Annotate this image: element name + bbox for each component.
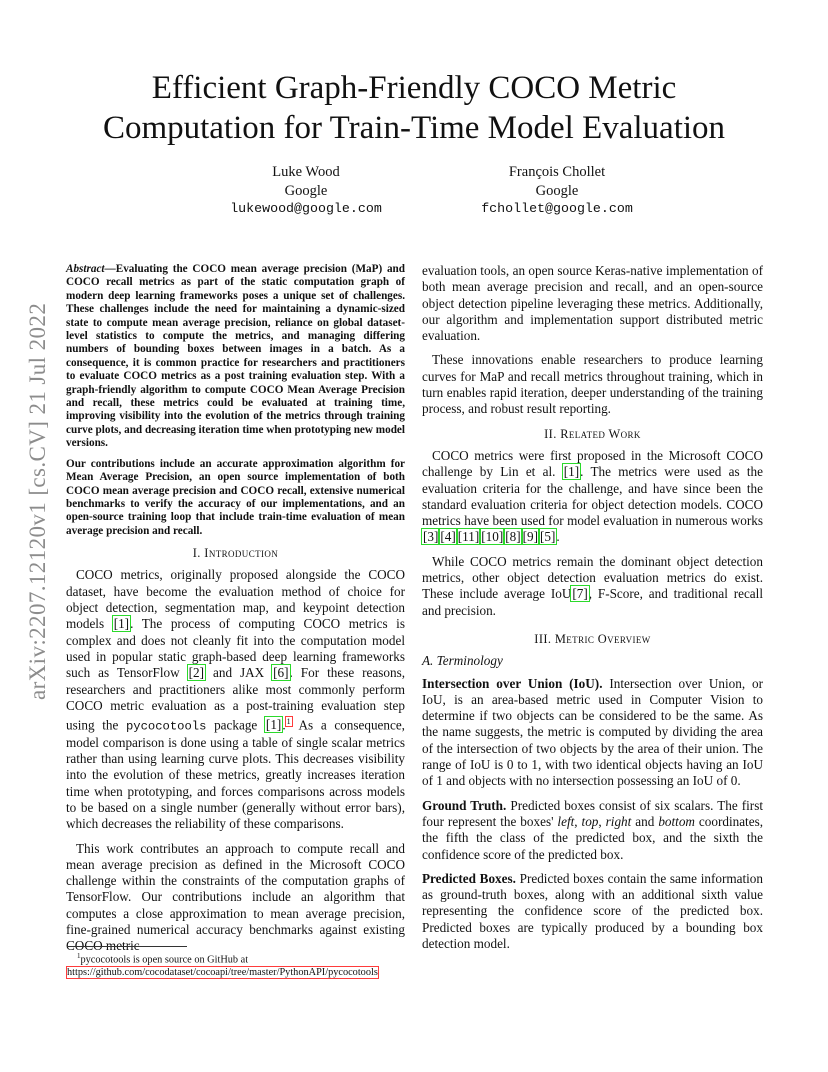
abstract — [66, 263, 405, 538]
citation-link[interactable]: [5] — [540, 529, 556, 545]
author-affiliation: Google — [535, 182, 579, 199]
author-block-1 — [181, 163, 431, 219]
citation-link[interactable]: [8] — [505, 529, 521, 545]
citation-link[interactable]: [3] — [423, 529, 439, 545]
citation-link[interactable]: [1] — [265, 717, 282, 733]
paper-title — [60, 68, 768, 148]
intro-paragraph-1: COCO metrics, originally proposed alongside the COCO dataset, have become the evaluation method of choice for object detection, segmentation map, and keypoint detection models [1]. The process of computing COCO metrics is complex and does not cleanly fit into the computation model used in popular static graph-based deep learning frameworks such as TensorFlow [2] and JAX [6]. For these reasons, researchers and practitioners alike most commonly perform COCO metric evaluation as a post-training evaluation step using the pycocotools package [1].$^1$ As a consequence, model comparison is done using a table of single scalar metrics rather than using learning curve plots. This decreases visibility into the evolution of these metrics, greatly increases iteration time when prototyping, and forces comparisons across models to be based on a single number (generally without error bars), which decreases the reliability of these comparisons. — [66, 567, 406, 832]
title-line-2: Computation for Train-Time Model Evaluation — [102, 110, 726, 146]
footnote-url-link[interactable]: https://github.com/cocodataset/cocoapi/tree/master/PythonAPI/pycocotools — [67, 967, 378, 979]
definition-ground-truth: Ground Truth. Predicted boxes consist of six scalars. The first four represent the boxes' left, top, right and bottom coordinates, the fifth the class of the predicted box, and the sixth the confidence score of the predicted box. — [422, 797, 764, 862]
author-block-2 — [432, 163, 682, 219]
term-label: Intersection over Union (IoU). — [422, 675, 603, 691]
footnote-rule — [67, 946, 187, 947]
arxiv-id: arXiv:2207.12120v1 [cs.CV] 21 Jul 2022 — [25, 302, 50, 700]
term-label: Ground Truth. — [422, 797, 507, 813]
related-paragraph-1: COCO metrics were first proposed in the Microsoft COCO challenge by Lin et al. [1]. The metrics were used as the evaluation criteria for the challenge, and have since been the standard evaluation criteria for object detection models. COCO metrics have been used for model evaluation in numerous works [3] [4] [11] [10] [8] [9] [5]. — [422, 447, 763, 545]
citation-link[interactable]: [1] — [563, 464, 580, 480]
definition-iou: Intersection over Union (IoU). Intersection over Union, or IoU, is an area-based metric used in Computer Vision to determine if two objects can be considered to be the same. As the name suggests, the metric is computed by dividing the area of the intersection of two objects by the area of their union. The range of IoU is 0 to 1, with two identical objects having an IoU of 1 and objects with no intersection possessing an IoU of 0. — [422, 675, 763, 789]
citation-link[interactable]: [9] — [522, 529, 539, 545]
package-name: pycocotools — [125, 719, 207, 734]
subsection-heading-terminology: A. Terminology — [422, 653, 503, 669]
citation-link[interactable]: [11] — [457, 529, 480, 545]
citation-link[interactable]: [6] — [273, 665, 289, 681]
section-heading-related-work: II. Related Work — [544, 426, 641, 441]
related-paragraph-2: While COCO metrics remain the dominant object detection metrics, other object detection evaluation metrics do exist. These include average IoU[7], F-Score, and traditional recall and precision. — [422, 553, 763, 618]
author-name: François Chollet — [508, 164, 606, 180]
author-name: Luke Wood — [272, 164, 340, 180]
footnote-marker-link[interactable]: 1 — [286, 717, 291, 727]
definition-predicted-boxes: Predicted Boxes. Predicted boxes contain the same information as ground-truth boxes, along with an additional sixth value representing the confidence score of the predicted box. Predicted boxes are typically produced by a bounding box detection model. — [422, 870, 763, 951]
abstract-label: Abstract — [66, 263, 105, 275]
intro-paragraph-3: These innovations enable researchers to produce learning curves for MaP and recall metrics throughout training, which in turn enables rapid iteration, deeper understanding of the training process, and robust result reporting. — [422, 352, 763, 417]
abstract-paragraph-2: Our contributions include an accurate approximation algorithm for Mean Average Precision, an open source implementation of both COCO mean average precision and COCO recall, extensive numerical benchmarks to verify the accuracy of our implementations, and an open-source training loop that include train-time evaluation of mean average precision and recall. — [66, 457, 405, 537]
citation-link[interactable]: [1] — [113, 616, 130, 632]
citation-link[interactable]: [2] — [188, 665, 205, 681]
author-email: lukewood@google.com — [230, 201, 382, 216]
arxiv-stamp — [18, 292, 54, 702]
intro-continuation-paragraph: evaluation tools, an open source Keras-native implementation of both mean average precision and recall, and an open-source object detection pipeline leveraging these metrics. Additionally, our algorithm and implementation support distributed metric evaluation. — [422, 263, 763, 344]
author-affiliation: Google — [284, 182, 328, 199]
citation-link[interactable]: [10] — [481, 529, 504, 545]
abstract-paragraph-1: Abstract—Evaluating the COCO mean average precision (MaP) and COCO recall metrics as part of the static computation graph of modern deep learning frameworks poses a unique set of challenges. These challenges include the need for maintaining a dynamic-sized state to compute mean average precision, reliance on global dataset-level statistics to compute the metrics, and managing differing numbers of bounding boxes between images in a batch. As a consequence, it is common practice for researchers and practitioners to evaluate COCO metrics as a post training evaluation step. With a graph-friendly algorithm to compute COCO Mean Average Precision and recall, these metrics could be evaluated at training time, improving visibility into the evolution of the metrics through training curve plots, and decreasing iteration time when prototyping new model versions. — [66, 263, 405, 450]
author-email: fchollet@google.com — [481, 201, 633, 216]
citation-link[interactable]: [4] — [440, 529, 456, 545]
left-column — [66, 263, 406, 966]
citation-link[interactable]: [7] — [572, 586, 588, 602]
footnote-number: 1 — [77, 952, 81, 960]
intro-paragraph-2: This work contributes an approach to compute recall and mean average precision as defined in the Microsoft COCO challenge within the constraints of the computation graphs of TensorFlow. Our contributions include an algorithm that computes a close approximation to mean average precision, fine-grained numerical accuracy benchmarks against existing COCO metric — [66, 840, 405, 954]
footnote — [67, 950, 397, 979]
title-line-1: Efficient Graph-Friendly COCO Metric — [151, 70, 677, 106]
section-heading-metric-overview: III. Metric Overview — [534, 631, 651, 646]
right-column — [422, 263, 763, 960]
term-label: Predicted Boxes. — [422, 870, 516, 886]
section-heading-introduction: I. Introduction — [192, 546, 279, 561]
footnote-text: pycocotools is open source on GitHub at — [80, 954, 249, 966]
